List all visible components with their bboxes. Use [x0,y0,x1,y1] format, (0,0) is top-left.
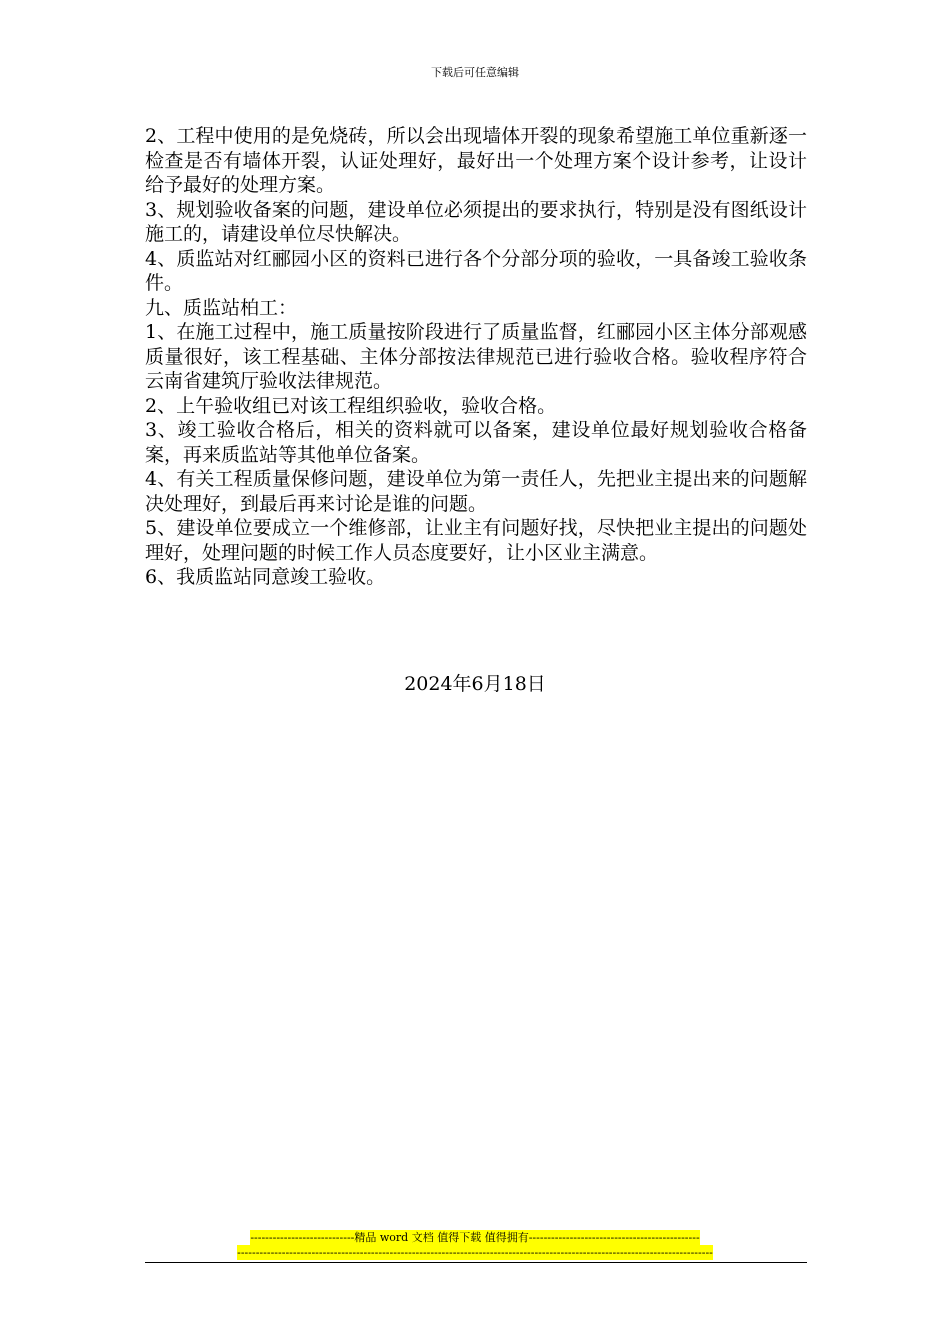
page-footer [0,1230,950,1260]
footer-rule [145,1262,807,1263]
paragraph-item-2-acceptance: 2、上午验收组已对该工程组织验收，验收合格。 [145,394,557,417]
paragraph-item-4-documents: 4、质监站对红郦园小区的资料已进行各个分部分项的验收，一具备竣工验收条件。 [145,247,807,294]
document-body [145,124,807,590]
footer-dash-line: -------------------------------------------------------------------------------------------------------------------------------- [237,1246,713,1259]
paragraph-item-3-filing: 3、竣工验收合格后，相关的资料就可以备案，建设单位最好规划验收合格备案，再来质监站等其他单位备案。 [145,419,807,466]
paragraph-item-5-maintenance: 5、建设单位要成立一个维修部，让业主有问题好找，尽快把业主提出的问题处理好，处理问题的时候工作人员态度要好，让小区业主满意。 [145,517,807,564]
footer-banner-line: ----------------------------精品 word 文档 值得下载 值得拥有---------------------------------------------- [250,1231,700,1244]
paragraph-item-3-planning: 3、规划验收备案的问题，建设单位必须提出的要求执行，特别是没有图纸设计施工的，请建设单位尽快解决。 [145,198,807,245]
section-heading-nine: 九、质监站柏工： [145,296,298,319]
paragraph-item-6-approval: 6、我质监站同意竣工验收。 [145,566,386,588]
paragraph-item-4-warranty: 4、有关工程质量保修问题，建设单位为第一责任人，先把业主提出来的问题解决处理好，到最后再来讨论是谁的问题。 [145,468,807,515]
paragraph-item-2-brick: 2、工程中使用的是免烧砖，所以会出现墙体开裂的现象希望施工单位重新逐一检查是否有墙体开裂，认证处理好，最好出一个处理方案个设计参考，让设计给予最好的处理方案。 [145,125,807,196]
paragraph-item-1-supervision: 1、在施工过程中，施工质量按阶段进行了质量监督，红郦园小区主体分部观感质量很好，该工程基础、主体分部按法律规范已进行验收合格。验收程序符合云南省建筑厅验收法律规范。 [145,321,807,392]
page-header: 下载后可任意编辑 [431,66,519,79]
document-date: 2024年6月18日 [404,673,546,695]
